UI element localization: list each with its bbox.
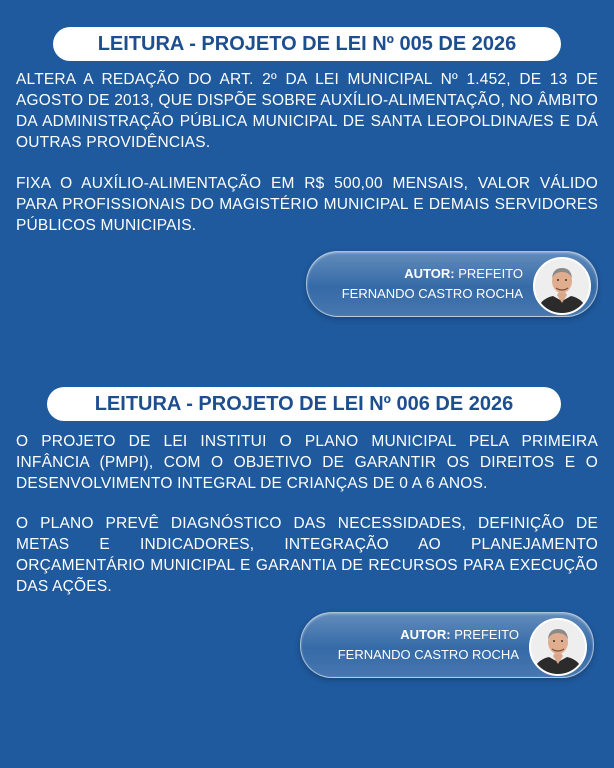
person-photo-icon xyxy=(531,620,585,674)
author-text xyxy=(338,625,519,665)
person-photo-icon xyxy=(535,259,589,313)
section-2-title: LEITURA - PROJETO DE LEI Nº 006 DE 2026 xyxy=(47,387,561,421)
section-1-paragraph-1: ALTERA A REDAÇÃO DO ART. 2º DA LEI MUNICIPAL Nº 1.452, DE 13 DE AGOSTO DE 2013, QUE DISPÕE SOBRE AUXÍLIO-ALIMENTAÇÃO, NO ÂMBITO DA ADMINISTRAÇÃO PÚBLICA MUNICIPAL DE SANTA LEOPOLDINA/ES E DÁ OUTRAS PROVIDÊNCIAS. xyxy=(16,71,598,151)
author-name: FERNANDO CASTRO ROCHA xyxy=(341,286,523,301)
section-2-author-card xyxy=(300,612,594,678)
section-1-paragraph-2: FIXA O AUXÍLIO-ALIMENTAÇÃO EM R$ 500,00 MENSAIS, VALOR VÁLIDO PARA PROFISSIONAIS DO MAGISTÉRIO MUNICIPAL E DEMAIS SERVIDORES PÚBLICOS MUNICIPAIS. xyxy=(16,175,598,234)
section-1-title: LEITURA - PROJETO DE LEI Nº 005 DE 2026 xyxy=(53,27,561,61)
author-name: FERNANDO CASTRO ROCHA xyxy=(337,647,519,662)
author-role: PREFEITO xyxy=(450,627,519,642)
author-avatar xyxy=(529,618,587,676)
section-2-paragraph-1: O PROJETO DE LEI INSTITUI O PLANO MUNICIPAL PELA PRIMEIRA INFÂNCIA (PMPI), COM O OBJETIVO DE GARANTIR OS DIREITOS E O DESENVOLVIMENTO INTEGRAL DE CRIANÇAS DE 0 A 6 ANOS. xyxy=(16,433,598,492)
section-1-author-card xyxy=(306,251,598,317)
author-avatar xyxy=(533,257,591,315)
author-text xyxy=(342,264,523,304)
author-label: AUTOR: xyxy=(400,627,451,642)
author-label: AUTOR: xyxy=(404,266,455,281)
section-2-paragraph-2: O PLANO PREVÊ DIAGNÓSTICO DAS NECESSIDADES, DEFINIÇÃO DE METAS E INDICADORES, INTEGRAÇÃO AO PLANEJAMENTO ORÇAMENTÁRIO MUNICIPAL E GARANTIA DE RECURSOS PARA EXECUÇÃO DAS AÇÕES. xyxy=(16,515,598,595)
author-role: PREFEITO xyxy=(454,266,523,281)
